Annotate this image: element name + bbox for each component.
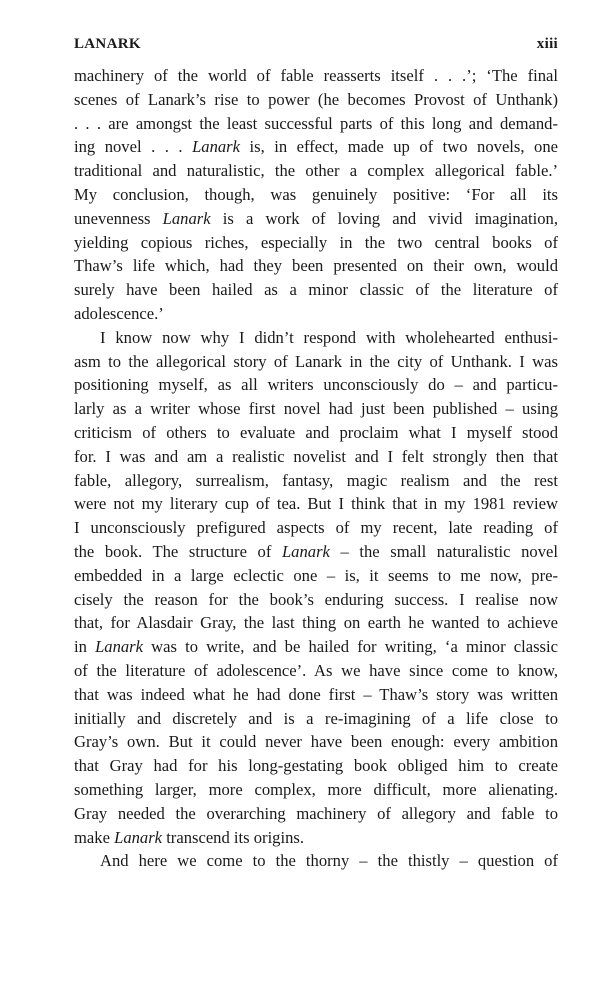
text-line xyxy=(74,730,558,754)
body-text xyxy=(74,64,558,873)
text-line xyxy=(74,611,558,635)
italic-title: Lanark xyxy=(162,208,211,228)
paragraph xyxy=(74,849,558,873)
text-run: was to write, and be hailed for writing, ‘a minor classic xyxy=(143,637,558,657)
text-run: is, in effect, made up of two novels, one xyxy=(240,137,558,157)
italic-title: Lanark xyxy=(192,137,241,157)
text-line xyxy=(74,373,558,397)
text-run: the book. The structure of xyxy=(74,541,282,561)
text-line xyxy=(74,350,558,374)
text-run: for. I was and am a realistic novelist and I felt strongly then that xyxy=(74,446,558,466)
text-line xyxy=(74,492,558,516)
text-line xyxy=(74,849,558,873)
paragraph xyxy=(74,326,558,850)
text-run: yielding copious riches, especially in the two central books of xyxy=(74,232,558,252)
text-line xyxy=(74,159,558,183)
text-run: traditional and naturalistic, the other a complex allegorical fable.’ xyxy=(74,161,558,181)
text-line xyxy=(74,64,558,88)
running-head xyxy=(74,36,558,58)
text-run: that Gray had for his long-gestating book obliged him to create xyxy=(74,756,558,776)
text-run: My conclusion, though, was genuinely positive: ‘For all its xyxy=(74,184,558,204)
text-line xyxy=(74,207,558,231)
text-line xyxy=(74,231,558,255)
text-line xyxy=(74,445,558,469)
text-line xyxy=(74,183,558,207)
italic-title: Lanark xyxy=(95,637,144,657)
text-run: in xyxy=(74,637,96,657)
text-line xyxy=(74,802,558,826)
text-run: cisely the reason for the book’s enduring success. I realise now xyxy=(74,589,558,609)
text-run: ing novel . . . xyxy=(74,137,193,157)
text-line xyxy=(74,754,558,778)
text-run: fable, allegory, surrealism, fantasy, magic realism and the rest xyxy=(74,470,558,490)
text-line xyxy=(74,254,558,278)
text-line xyxy=(74,88,558,112)
text-line xyxy=(74,135,558,159)
text-line xyxy=(74,326,558,350)
text-line xyxy=(74,397,558,421)
text-run: is a work of loving and vivid imagination, xyxy=(210,208,558,228)
text-run: And here we come to the thorny – the thistly – question of xyxy=(100,851,558,871)
text-run: of the literature of adolescence’. As we have since come to know, xyxy=(74,660,558,680)
text-run: – the small naturalistic novel xyxy=(329,541,558,561)
text-run: asm to the allegorical story of Lanark in the city of Unthank. I was xyxy=(74,351,558,371)
text-run: unevenness xyxy=(74,208,163,228)
text-line xyxy=(74,278,558,302)
text-line xyxy=(74,826,558,850)
text-run: transcend its origins. xyxy=(162,827,304,847)
text-line xyxy=(74,469,558,493)
text-line xyxy=(74,588,558,612)
text-run: I unconsciously prefigured aspects of my recent, late reading of xyxy=(74,518,558,538)
text-run: embedded in a large eclectic one – is, it seems to me now, pre- xyxy=(74,565,558,585)
text-run: that, for Alasdair Gray, the last thing on earth he wanted to achieve xyxy=(74,613,558,633)
text-run: surely have been hailed as a minor classic of the literature of xyxy=(74,280,558,300)
text-line xyxy=(74,778,558,802)
text-line xyxy=(74,112,558,136)
text-run: initially and discretely and is a re-imagining of a life close to xyxy=(74,708,558,728)
text-run: make xyxy=(74,827,115,847)
text-run: Gray needed the overarching machinery of allegory and fable to xyxy=(74,803,558,823)
running-head-title: LANARK xyxy=(74,36,141,52)
text-run: Gray’s own. But it could never have been enough: every ambition xyxy=(74,732,558,752)
text-run: adolescence.’ xyxy=(74,303,164,323)
text-run: something larger, more complex, more difficult, more alienating. xyxy=(74,779,558,799)
text-line xyxy=(74,659,558,683)
text-line xyxy=(74,707,558,731)
text-line xyxy=(74,564,558,588)
text-run: larly as a writer whose first novel had just been published – using xyxy=(74,399,558,419)
text-line xyxy=(74,421,558,445)
paragraph xyxy=(74,64,558,326)
text-run: machinery of the world of fable reasserts itself . . .’; ‘The final xyxy=(74,66,558,85)
text-line xyxy=(74,635,558,659)
book-page xyxy=(74,36,558,873)
text-run: positioning myself, as all writers unconsciously do – and particu- xyxy=(74,375,558,395)
text-run: that was indeed what he had done first – Thaw’s story was written xyxy=(74,684,558,704)
text-run: criticism of others to evaluate and proclaim what I myself stood xyxy=(74,422,558,442)
italic-title: Lanark xyxy=(281,541,330,561)
text-run: I know now why I didn’t respond with wholehearted enthusi- xyxy=(100,327,558,347)
text-line xyxy=(74,302,558,326)
text-run: . . . are amongst the least successful parts of this long and demand- xyxy=(74,113,558,133)
text-run: scenes of Lanark’s rise to power (he becomes Provost of Unthank) xyxy=(74,89,558,109)
text-run: Thaw’s life which, had they been presented on their own, would xyxy=(74,256,558,276)
text-line xyxy=(74,540,558,564)
text-run: were not my literary cup of tea. But I think that in my 1981 review xyxy=(74,494,558,514)
text-line xyxy=(74,516,558,540)
page-number: xiii xyxy=(536,36,558,52)
italic-title: Lanark xyxy=(114,827,163,847)
text-line xyxy=(74,683,558,707)
